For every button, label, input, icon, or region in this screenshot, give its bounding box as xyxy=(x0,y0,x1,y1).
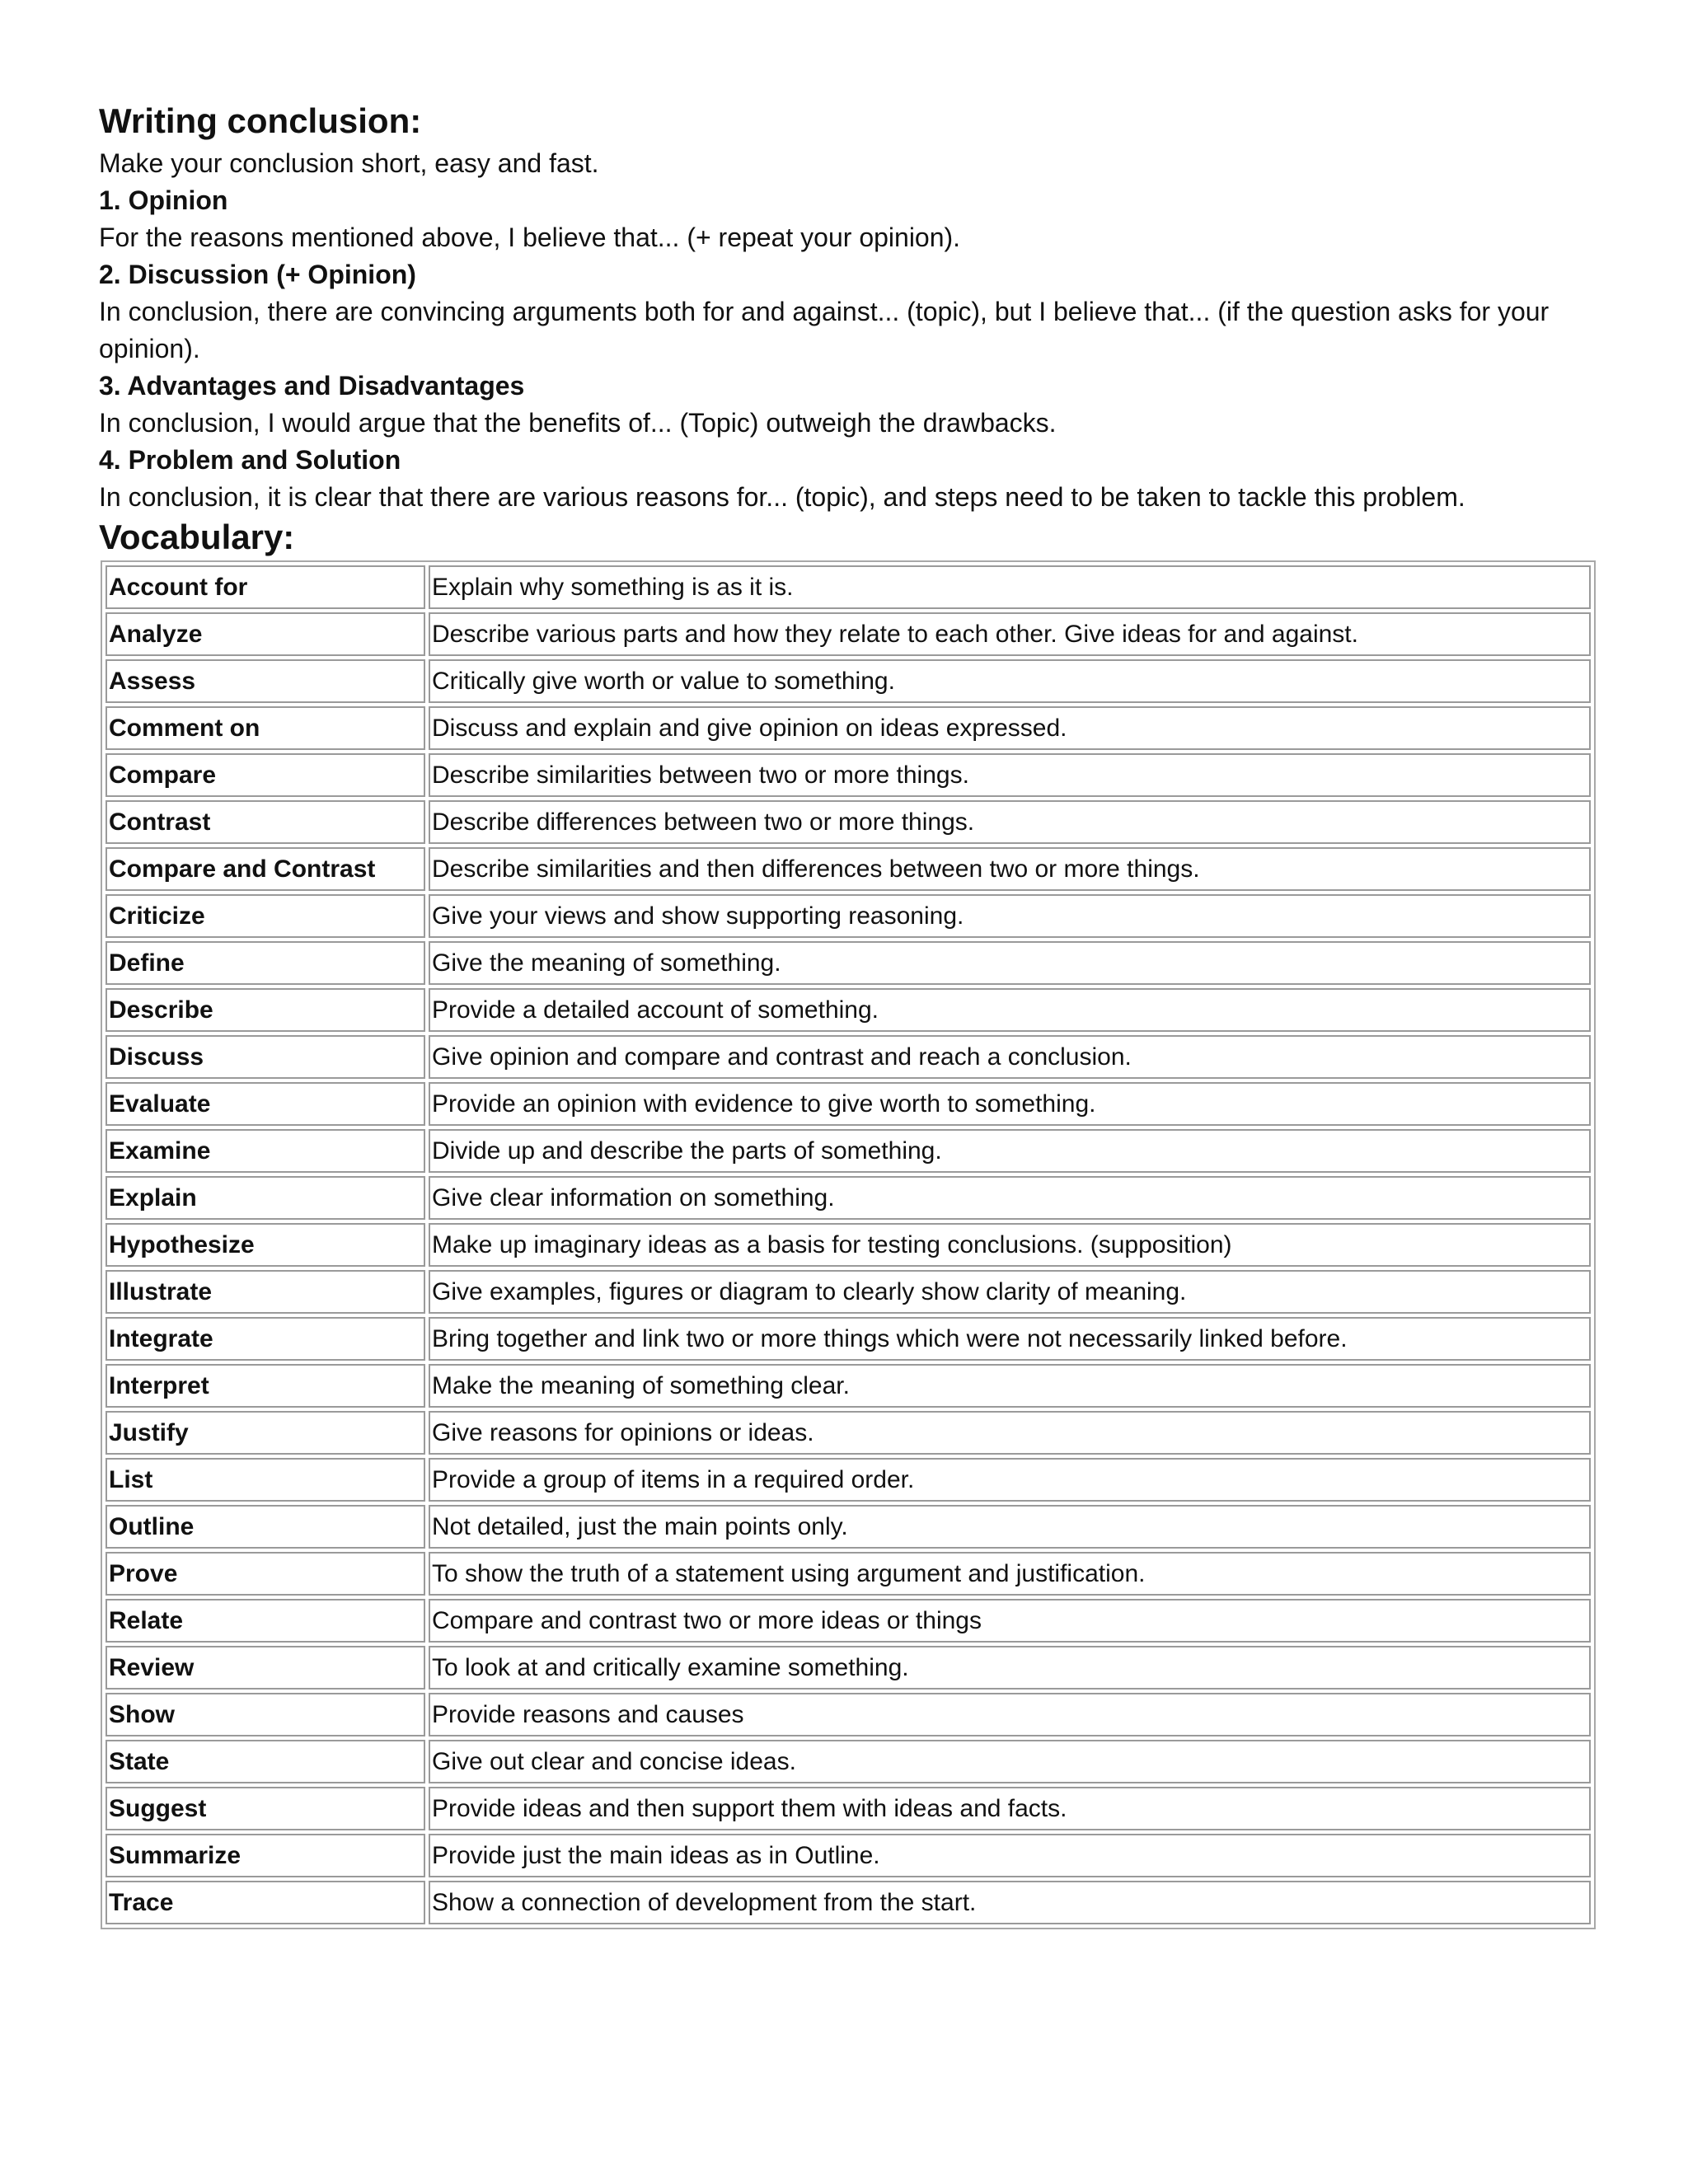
vocab-definition: Critically give worth or value to something. xyxy=(429,659,1591,703)
table-row xyxy=(106,1552,1591,1596)
vocabulary-table xyxy=(101,560,1596,1929)
table-row xyxy=(106,1035,1591,1079)
vocab-term: State xyxy=(106,1740,425,1783)
vocab-definition: Provide reasons and causes xyxy=(429,1693,1591,1736)
table-row xyxy=(106,1082,1591,1126)
vocab-term: Justify xyxy=(106,1411,425,1455)
vocab-definition: To look at and critically examine something. xyxy=(429,1646,1591,1690)
vocab-term: List xyxy=(106,1458,425,1502)
vocab-term: Account for xyxy=(106,565,425,609)
vocab-term: Trace xyxy=(106,1881,425,1924)
vocab-definition: Describe differences between two or more things. xyxy=(429,800,1591,844)
table-row xyxy=(106,847,1591,891)
vocab-term: Explain xyxy=(106,1176,425,1220)
vocab-term: Hypothesize xyxy=(106,1223,425,1267)
vocab-definition: Provide ideas and then support them with ideas and facts. xyxy=(429,1787,1591,1830)
vocab-definition: Provide an opinion with evidence to give worth to something. xyxy=(429,1082,1591,1126)
vocab-definition: Make the meaning of something clear. xyxy=(429,1364,1591,1408)
table-row xyxy=(106,1176,1591,1220)
vocab-term: Interpret xyxy=(106,1364,425,1408)
table-row xyxy=(106,1270,1591,1314)
vocab-term: Evaluate xyxy=(106,1082,425,1126)
vocab-definition: Divide up and describe the parts of something. xyxy=(429,1129,1591,1173)
section-title-advantages: 3. Advantages and Disadvantages xyxy=(99,371,525,401)
vocab-term: Describe xyxy=(106,988,425,1032)
vocab-term: Outline xyxy=(106,1505,425,1549)
section-text-discussion: In conclusion, there are convincing arguments both for and against... (topic), but I believe that... (if the question asks for your opinion). xyxy=(99,297,1550,363)
vocab-definition: Compare and contrast two or more ideas or things xyxy=(429,1599,1591,1643)
vocab-term: Suggest xyxy=(106,1787,425,1830)
table-row xyxy=(106,1458,1591,1502)
vocab-term: Examine xyxy=(106,1129,425,1173)
table-row xyxy=(106,612,1591,656)
section-text-advantages: In conclusion, I would argue that the benefits of... (Topic) outweigh the drawbacks. xyxy=(99,408,1057,438)
table-row xyxy=(106,1317,1591,1361)
table-row xyxy=(106,941,1591,985)
vocab-definition: Show a connection of development from the start. xyxy=(429,1881,1591,1924)
vocab-term: Integrate xyxy=(106,1317,425,1361)
table-row xyxy=(106,753,1591,797)
table-row xyxy=(106,1787,1591,1830)
vocab-definition: To show the truth of a statement using argument and justification. xyxy=(429,1552,1591,1596)
vocab-definition: Explain why something is as it is. xyxy=(429,565,1591,609)
vocab-term: Relate xyxy=(106,1599,425,1643)
table-row xyxy=(106,1834,1591,1877)
section-title-opinion: 1. Opinion xyxy=(99,185,228,215)
vocab-term: Discuss xyxy=(106,1035,425,1079)
section-title-problem: 4. Problem and Solution xyxy=(99,445,401,475)
section-title-discussion: 2. Discussion (+ Opinion) xyxy=(99,260,416,289)
vocab-term: Criticize xyxy=(106,894,425,938)
table-row xyxy=(106,1740,1591,1783)
vocab-definition: Not detailed, just the main points only. xyxy=(429,1505,1591,1549)
table-row xyxy=(106,1364,1591,1408)
table-row xyxy=(106,1693,1591,1736)
vocab-definition: Give out clear and concise ideas. xyxy=(429,1740,1591,1783)
vocab-term: Compare xyxy=(106,753,425,797)
table-row xyxy=(106,988,1591,1032)
table-row xyxy=(106,659,1591,703)
vocab-definition: Discuss and explain and give opinion on ideas expressed. xyxy=(429,706,1591,750)
vocab-term: Compare and Contrast xyxy=(106,847,425,891)
table-row xyxy=(106,1223,1591,1267)
vocab-definition: Give the meaning of something. xyxy=(429,941,1591,985)
vocab-definition: Provide just the main ideas as in Outline. xyxy=(429,1834,1591,1877)
vocab-term: Define xyxy=(106,941,425,985)
vocab-definition: Describe similarities and then differences between two or more things. xyxy=(429,847,1591,891)
section-text-problem: In conclusion, it is clear that there are various reasons for... (topic), and steps need to be taken to tackle this problem. xyxy=(99,482,1465,512)
vocab-term: Summarize xyxy=(106,1834,425,1877)
vocab-definition: Give reasons for opinions or ideas. xyxy=(429,1411,1591,1455)
vocab-definition: Give your views and show supporting reasoning. xyxy=(429,894,1591,938)
vocab-term: Assess xyxy=(106,659,425,703)
document-page xyxy=(99,97,1591,1929)
vocab-term: Analyze xyxy=(106,612,425,656)
vocab-definition: Describe similarities between two or more things. xyxy=(429,753,1591,797)
vocab-definition: Provide a group of items in a required order. xyxy=(429,1458,1591,1502)
vocab-definition: Make up imaginary ideas as a basis for testing conclusions. (supposition) xyxy=(429,1223,1591,1267)
vocab-term: Illustrate xyxy=(106,1270,425,1314)
vocab-term: Show xyxy=(106,1693,425,1736)
vocab-definition: Provide a detailed account of something. xyxy=(429,988,1591,1032)
table-row xyxy=(106,800,1591,844)
table-row xyxy=(106,1599,1591,1643)
table-row xyxy=(106,1505,1591,1549)
table-row xyxy=(106,565,1591,609)
intro-text: Make your conclusion short, easy and fast. xyxy=(99,148,599,178)
vocab-term: Prove xyxy=(106,1552,425,1596)
section-text-opinion: For the reasons mentioned above, I believe that... (+ repeat your opinion). xyxy=(99,223,961,252)
table-row xyxy=(106,1881,1591,1924)
vocab-definition: Give clear information on something. xyxy=(429,1176,1591,1220)
table-row xyxy=(106,1129,1591,1173)
table-row xyxy=(106,1411,1591,1455)
vocab-term: Comment on xyxy=(106,706,425,750)
page-title: Writing conclusion: xyxy=(99,101,422,140)
vocab-term: Review xyxy=(106,1646,425,1690)
table-row xyxy=(106,1646,1591,1690)
vocab-definition: Describe various parts and how they relate to each other. Give ideas for and against. xyxy=(429,612,1591,656)
vocabulary-title: Vocabulary: xyxy=(99,518,295,556)
vocab-definition: Give examples, figures or diagram to clearly show clarity of meaning. xyxy=(429,1270,1591,1314)
vocab-definition: Bring together and link two or more things which were not necessarily linked before. xyxy=(429,1317,1591,1361)
table-row xyxy=(106,706,1591,750)
table-row xyxy=(106,894,1591,938)
vocab-definition: Give opinion and compare and contrast and reach a conclusion. xyxy=(429,1035,1591,1079)
vocab-term: Contrast xyxy=(106,800,425,844)
